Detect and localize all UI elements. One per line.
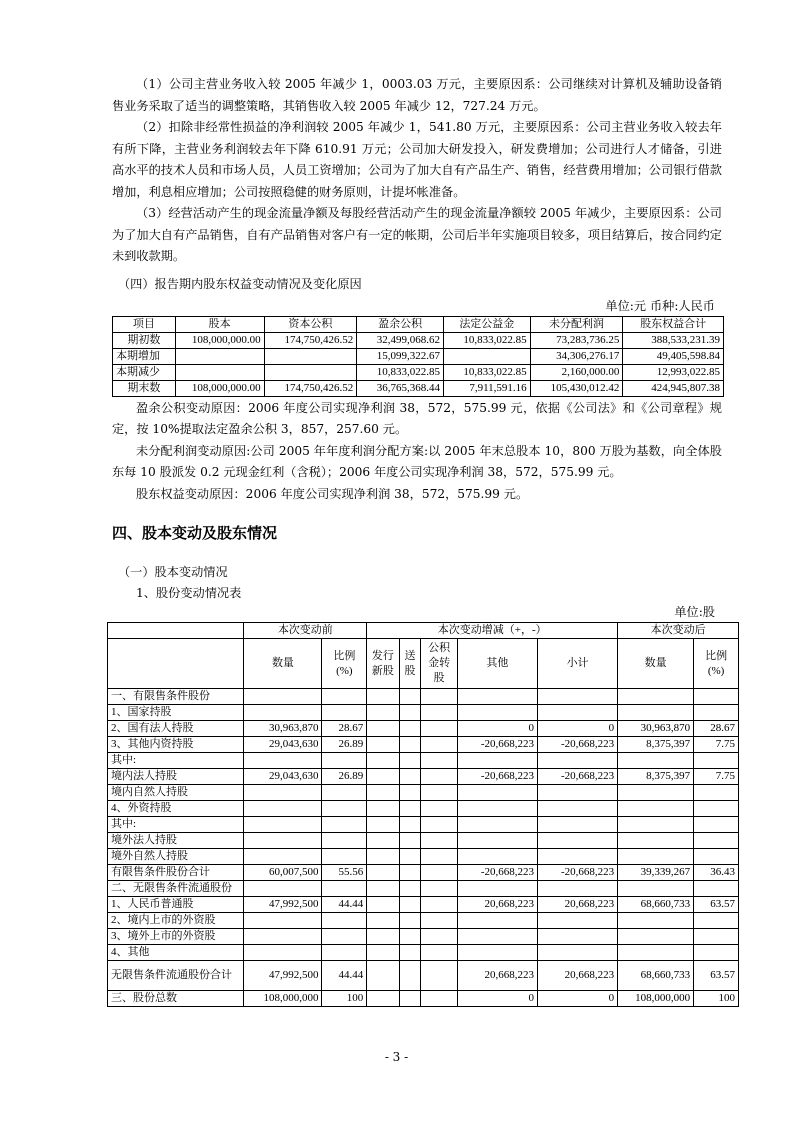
table-cell: 0	[537, 991, 617, 1007]
table-cell: 20,668,223	[537, 961, 617, 991]
table-cell	[694, 913, 739, 929]
table-cell	[694, 753, 739, 769]
table-cell	[694, 817, 739, 833]
note-surplus-reserve: 盈余公积变动原因：2006 年度公司实现净利润 38，572，575.99 元，依据《公司法》和《公司章程》规定，按 10%提取法定盈余公积 3，857，257.60 元。	[112, 401, 722, 436]
table-row	[108, 737, 739, 753]
table-cell: 8,375,397	[618, 769, 694, 785]
table-cell	[618, 689, 694, 705]
table-cell: 55.56	[322, 865, 367, 881]
table-cell: 0	[457, 991, 537, 1007]
table-cell: 30,963,870	[244, 721, 322, 737]
table-cell	[399, 897, 421, 913]
col-header-reserve-conversion: 公积金转股	[421, 639, 457, 689]
table-cell	[244, 785, 322, 801]
table-cell	[367, 785, 399, 801]
table-cell	[694, 801, 739, 817]
table-cell	[457, 785, 537, 801]
table-cell	[322, 881, 367, 897]
table-cell	[421, 945, 457, 961]
table-cell: 26.89	[322, 769, 367, 785]
table-cell	[457, 913, 537, 929]
table-cell	[618, 785, 694, 801]
unit-shares-label: 单位:股	[674, 605, 715, 619]
table-cell: 44.44	[322, 961, 367, 991]
table-cell: 7.75	[694, 769, 739, 785]
table-cell	[244, 881, 322, 897]
table-cell	[322, 929, 367, 945]
table-cell	[399, 849, 421, 865]
table-cell	[367, 689, 399, 705]
row-label: 二、无限售条件流通股份	[108, 881, 244, 897]
row-label: 4、其他	[108, 945, 244, 961]
table-row	[108, 785, 739, 801]
table-cell	[421, 689, 457, 705]
table-cell	[421, 865, 457, 881]
note-undistributed-profit: 未分配利润变动原因:公司 2005 年年度利润分配方案:以 2005 年末总股本 10，800 万股为基数，向全体股东每 10 股派发 0.2 元现金红利（含税）；2006 年度公司实现净利润 38，572，575.99 元。	[112, 444, 722, 479]
table-cell	[367, 849, 399, 865]
table-cell	[618, 945, 694, 961]
table-cell	[399, 705, 421, 721]
table-header-cell: 股本	[175, 317, 264, 333]
row-label: 三、股份总数	[108, 991, 244, 1007]
table-cell	[399, 769, 421, 785]
chapter-heading: 四、股本变动及股东情况	[112, 524, 278, 542]
table-row	[113, 365, 724, 381]
unit-currency-label: 单位:元 币种:人民币	[605, 299, 715, 313]
table-cell	[367, 769, 399, 785]
table-cell	[399, 817, 421, 833]
table-cell: 388,533,231.39	[623, 333, 724, 349]
table-cell	[399, 865, 421, 881]
note-equity-change: 股东权益变动原因：2006 年度公司实现净利润 38，572，575.99 元。	[136, 487, 529, 501]
row-label: 其中:	[108, 817, 244, 833]
table-cell	[322, 817, 367, 833]
table-cell	[618, 881, 694, 897]
table-row	[113, 349, 724, 365]
table-cell	[367, 817, 399, 833]
table-cell: 本期增加	[113, 349, 176, 365]
table-cell	[367, 929, 399, 945]
paragraph-2: （2）扣除非经常性损益的净利润较 2005 年减少 1，541.80 万元，主要原因系：公司主营业务收入较去年有所下降，主营业务利润较去年下降 610.91 万元；公司加大研发投入，研发费增加；公司进行人才储备，引进高水平的技术人员和市场人员，人员工资增加；公司为了加大自有产品生产、销售，经营费用增加；公司银行借款增加，利息相应增加；公司按照稳健的财务原则，计提坏帐准备。	[112, 120, 722, 199]
table-cell	[399, 737, 421, 753]
table-cell	[244, 929, 322, 945]
table-row	[108, 769, 739, 785]
table-cell	[694, 849, 739, 865]
table-row	[108, 929, 739, 945]
table-cell	[421, 849, 457, 865]
equity-change-table	[112, 316, 724, 397]
col-header-new-issue: 发行新股	[367, 639, 399, 689]
table-cell	[537, 849, 617, 865]
col-header-subtotal: 小计	[537, 639, 617, 689]
table-cell	[367, 865, 399, 881]
table-header-row	[113, 317, 724, 333]
row-label: 1、国家持股	[108, 705, 244, 721]
table-corner-cell	[108, 639, 244, 689]
table-cell	[399, 801, 421, 817]
table-cell	[244, 913, 322, 929]
col-header-bonus-share: 送股	[399, 639, 421, 689]
row-label: 境外自然人持股	[108, 849, 244, 865]
table-cell	[367, 705, 399, 721]
table-cell: 68,660,733	[618, 961, 694, 991]
table-cell	[694, 833, 739, 849]
row-label: 其中:	[108, 753, 244, 769]
share-change-table	[107, 622, 739, 1007]
table-cell	[399, 929, 421, 945]
table-cell	[264, 349, 357, 365]
table-row	[108, 721, 739, 737]
table-cell: 174,750,426.52	[264, 333, 357, 349]
table-cell	[367, 753, 399, 769]
table-cell: 15,099,322.67	[357, 349, 444, 365]
table-cell: 7,911,591.16	[443, 381, 530, 397]
table-cell: -20,668,223	[537, 737, 617, 753]
page-number: - 3 -	[384, 1050, 409, 1064]
table-cell: -20,668,223	[457, 865, 537, 881]
table-cell	[694, 705, 739, 721]
table-cell	[421, 833, 457, 849]
table-cell	[694, 945, 739, 961]
table-cell	[694, 689, 739, 705]
paragraph-1: （1）公司主营业务收入较 2005 年减少 1，0003.03 万元，主要原因系：公司继续对计算机及辅助设备销售业务采取了适当的调整策略，其销售收入较 2005 年减少 12，727.24 万元。	[112, 77, 722, 113]
table-cell: 12,993,022.85	[623, 365, 724, 381]
table-cell	[421, 817, 457, 833]
table-cell	[399, 721, 421, 737]
col-header-other: 其他	[457, 639, 537, 689]
table-cell: 20,668,223	[537, 897, 617, 913]
table-cell	[244, 753, 322, 769]
row-label: 境内法人持股	[108, 769, 244, 785]
group-header-after: 本次变动后	[618, 623, 739, 639]
table-header-cell: 资本公积	[264, 317, 357, 333]
row-label: 2、境内上市的外资股	[108, 913, 244, 929]
table-cell: 108,000,000.00	[175, 381, 264, 397]
table-cell	[421, 721, 457, 737]
table-cell: 108,000,000.00	[175, 333, 264, 349]
table-header-cell: 盈余公积	[357, 317, 444, 333]
table-cell: 60,007,500	[244, 865, 322, 881]
table-cell: 100	[322, 991, 367, 1007]
table-row	[113, 333, 724, 349]
table-cell	[537, 913, 617, 929]
table-cell	[421, 961, 457, 991]
table-row	[108, 833, 739, 849]
table-cell	[537, 785, 617, 801]
table-cell: 49,405,598.84	[623, 349, 724, 365]
table-row	[108, 865, 739, 881]
table-cell: 20,668,223	[457, 897, 537, 913]
table-cell: 28.67	[694, 721, 739, 737]
table-cell	[421, 753, 457, 769]
table-cell: 0	[457, 721, 537, 737]
table-cell: -20,668,223	[537, 769, 617, 785]
table-cell: 100	[694, 991, 739, 1007]
table-cell	[322, 785, 367, 801]
table-cell	[537, 753, 617, 769]
table-row	[108, 801, 739, 817]
row-label: 2、国有法人持股	[108, 721, 244, 737]
table-corner-cell	[108, 623, 244, 639]
table-cell: 47,992,500	[244, 961, 322, 991]
table-cell	[537, 881, 617, 897]
row-label: 4、外资持股	[108, 801, 244, 817]
table-header-cell: 法定公益金	[443, 317, 530, 333]
table-cell	[537, 833, 617, 849]
table-cell: 26.89	[322, 737, 367, 753]
table-cell: 2,160,000.00	[530, 365, 623, 381]
table-cell: 8,375,397	[618, 737, 694, 753]
table-cell	[367, 881, 399, 897]
table-cell	[399, 833, 421, 849]
row-label: 境内自然人持股	[108, 785, 244, 801]
table-cell	[457, 929, 537, 945]
table-cell	[421, 897, 457, 913]
table-cell	[443, 349, 530, 365]
table-cell	[421, 913, 457, 929]
row-label: 1、人民币普通股	[108, 897, 244, 913]
table-row	[108, 689, 739, 705]
table-cell	[618, 929, 694, 945]
table-cell	[618, 833, 694, 849]
table-column-header-row	[108, 639, 739, 689]
table-cell: 47,992,500	[244, 897, 322, 913]
table-cell	[367, 721, 399, 737]
table-cell	[322, 801, 367, 817]
table-cell: 63.57	[694, 961, 739, 991]
table-cell	[537, 689, 617, 705]
row-label: 3、其他内资持股	[108, 737, 244, 753]
table-cell	[457, 945, 537, 961]
table-cell	[457, 817, 537, 833]
table-cell	[537, 705, 617, 721]
table-cell: 10,833,022.85	[443, 333, 530, 349]
table-cell	[367, 913, 399, 929]
table-cell	[244, 705, 322, 721]
table-cell	[618, 705, 694, 721]
row-label: 无限售条件流通股份合计	[108, 961, 244, 991]
table-cell: 63.57	[694, 897, 739, 913]
col-header-quantity-after: 数量	[618, 639, 694, 689]
table-cell	[618, 817, 694, 833]
table-cell	[367, 945, 399, 961]
table-cell	[421, 991, 457, 1007]
group-header-change: 本次变动增减（+，-）	[367, 623, 618, 639]
table-header-cell: 项目	[113, 317, 176, 333]
table-cell	[694, 929, 739, 945]
table-cell	[244, 849, 322, 865]
table-cell	[694, 785, 739, 801]
table-row	[108, 961, 739, 991]
table-cell	[694, 881, 739, 897]
table-cell	[322, 945, 367, 961]
table-cell	[421, 881, 457, 897]
table-cell	[457, 881, 537, 897]
table-cell	[421, 769, 457, 785]
row-label: 境外法人持股	[108, 833, 244, 849]
table-cell: 0	[537, 721, 617, 737]
table-cell: 44.44	[322, 897, 367, 913]
table-cell	[421, 801, 457, 817]
table-cell: 期末数	[113, 381, 176, 397]
paragraph-3: （3）经营活动产生的现金流量净额及每股经营活动产生的现金流量净额较 2005 年减少，主要原因系：公司为了加大自有产品销售，自有产品销售对客户有一定的帐期，公司后半年实施项目较多，项目结算后，按合同约定未到收款期。	[112, 206, 722, 263]
table-cell	[175, 365, 264, 381]
table-cell	[618, 801, 694, 817]
table-cell	[175, 349, 264, 365]
table-header-cell: 股东权益合计	[623, 317, 724, 333]
table-cell: 73,283,736.25	[530, 333, 623, 349]
table-cell	[399, 961, 421, 991]
table-cell: 34,306,276.17	[530, 349, 623, 365]
table-cell	[244, 817, 322, 833]
table-cell	[244, 801, 322, 817]
table-cell: 本期减少	[113, 365, 176, 381]
col-header-quantity: 数量	[244, 639, 322, 689]
table-cell	[399, 689, 421, 705]
table-cell	[322, 705, 367, 721]
table-cell	[457, 705, 537, 721]
table-cell	[367, 961, 399, 991]
table-row	[108, 849, 739, 865]
table-cell: 10,833,022.85	[443, 365, 530, 381]
table-cell: 29,043,630	[244, 737, 322, 753]
table-cell: 7.75	[694, 737, 739, 753]
table-cell	[399, 945, 421, 961]
table-cell: -20,668,223	[457, 737, 537, 753]
table-cell	[367, 737, 399, 753]
table-group-header-row	[108, 623, 739, 639]
table-cell	[399, 991, 421, 1007]
col-header-ratio-after: 比例 (%)	[694, 639, 739, 689]
table-cell	[264, 365, 357, 381]
table-cell: 174,750,426.52	[264, 381, 357, 397]
table-cell	[399, 913, 421, 929]
table-row	[108, 913, 739, 929]
table-cell	[399, 881, 421, 897]
table-cell: -20,668,223	[537, 865, 617, 881]
table-cell	[457, 833, 537, 849]
table-cell: 32,499,068.62	[357, 333, 444, 349]
table-cell	[537, 801, 617, 817]
table-cell: 30,963,870	[618, 721, 694, 737]
table-cell: 108,000,000	[244, 991, 322, 1007]
table-cell: 36,765,368.44	[357, 381, 444, 397]
table-caption: 1、股份变动情况表	[136, 586, 242, 600]
table-cell: 10,833,022.85	[357, 365, 444, 381]
table-cell	[399, 785, 421, 801]
table-cell	[367, 801, 399, 817]
table-cell	[457, 801, 537, 817]
section-heading-equity: （四）报告期内股东权益变动情况及变化原因	[118, 277, 362, 291]
table-cell	[244, 689, 322, 705]
table-row	[108, 991, 739, 1007]
table-cell: 39,339,267	[618, 865, 694, 881]
table-cell	[367, 897, 399, 913]
table-cell	[537, 929, 617, 945]
table-cell	[322, 753, 367, 769]
table-cell	[537, 817, 617, 833]
table-cell	[244, 833, 322, 849]
table-cell: -20,668,223	[457, 769, 537, 785]
table-cell	[457, 849, 537, 865]
table-cell: 105,430,012.42	[530, 381, 623, 397]
table-cell	[322, 833, 367, 849]
table-cell: 29,043,630	[244, 769, 322, 785]
table-cell	[367, 991, 399, 1007]
table-cell	[244, 945, 322, 961]
table-cell	[421, 705, 457, 721]
table-cell	[618, 913, 694, 929]
table-cell: 108,000,000	[618, 991, 694, 1007]
table-cell	[537, 945, 617, 961]
table-cell	[618, 849, 694, 865]
table-cell	[322, 913, 367, 929]
col-header-ratio: 比例 (%)	[322, 639, 367, 689]
table-cell: 424,945,807.38	[623, 381, 724, 397]
table-cell: 28.67	[322, 721, 367, 737]
subsection-heading: （一）股本变动情况	[118, 565, 228, 579]
table-cell: 36.43	[694, 865, 739, 881]
table-cell: 20,668,223	[457, 961, 537, 991]
table-cell	[367, 833, 399, 849]
table-header-cell: 未分配利润	[530, 317, 623, 333]
row-label: 一、有限售条件股份	[108, 689, 244, 705]
table-row	[108, 881, 739, 897]
row-label: 3、境外上市的外资股	[108, 929, 244, 945]
row-label: 有限售条件股份合计	[108, 865, 244, 881]
table-cell	[457, 689, 537, 705]
table-cell: 期初数	[113, 333, 176, 349]
table-row	[108, 945, 739, 961]
table-cell	[322, 689, 367, 705]
table-row	[108, 705, 739, 721]
table-cell	[399, 753, 421, 769]
table-cell	[618, 753, 694, 769]
table-cell	[457, 753, 537, 769]
table-cell	[421, 785, 457, 801]
table-row	[113, 381, 724, 397]
table-row	[108, 897, 739, 913]
group-header-before: 本次变动前	[244, 623, 367, 639]
table-cell: 68,660,733	[618, 897, 694, 913]
table-row	[108, 817, 739, 833]
table-cell	[421, 737, 457, 753]
table-cell	[322, 849, 367, 865]
table-cell	[421, 929, 457, 945]
table-row	[108, 753, 739, 769]
